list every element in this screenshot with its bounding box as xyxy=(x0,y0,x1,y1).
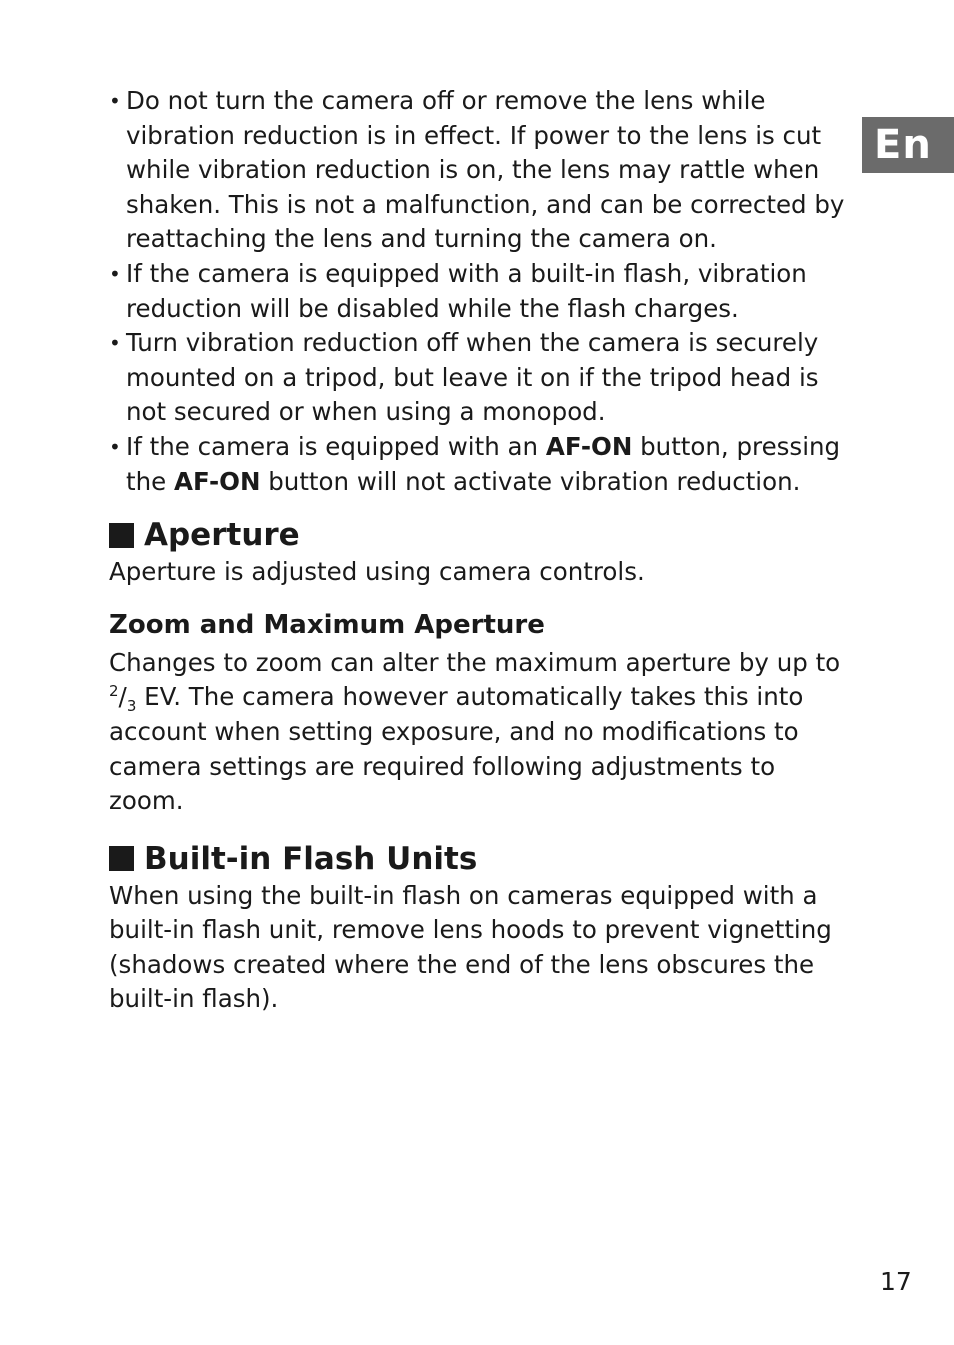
zoom-body-before: Changes to zoom can alter the maximum aperture by up to xyxy=(109,647,841,677)
fraction-numerator: 2 xyxy=(109,682,119,701)
bullet-icon: • xyxy=(109,434,121,459)
list-item xyxy=(109,257,854,326)
list-item xyxy=(109,326,854,430)
page-content xyxy=(109,84,854,1017)
list-item-text-part: button, pressing the xyxy=(126,431,841,496)
caution-list xyxy=(109,84,854,499)
aperture-heading xyxy=(109,515,854,555)
page-number: 17 xyxy=(880,1267,912,1296)
list-item-text: Turn vibration reduction off when the camera is securely mounted on a tripod, but leave it on if the tripod head is not secured or when using a monopod. xyxy=(126,328,819,427)
list-item-text-part: button will not activate vibration reduction. xyxy=(260,466,801,496)
bullet-icon: • xyxy=(109,89,121,113)
zoom-subheading: Zoom and Maximum Aperture xyxy=(109,609,545,640)
zoom-body-after: EV. The camera however automatically takes this into account when setting exposure, and no modifications to camera settings are required following adjustments to zoom. xyxy=(109,682,804,816)
aperture-body: Aperture is adjusted using camera controls. xyxy=(109,557,645,587)
bullet-icon: • xyxy=(109,331,121,356)
section-square-icon xyxy=(109,846,134,871)
zoom-body xyxy=(109,646,854,819)
flash-body: When using the built-in flash on cameras equipped with a built-in flash unit, remove lens hoods to prevent vignetting (shadows created where the end of the lens obscures the built-in flash). xyxy=(109,880,832,1014)
fraction: $^2/_3$ xyxy=(109,682,137,716)
aperture-title: Aperture xyxy=(144,517,300,554)
list-item xyxy=(109,84,854,257)
af-on-button-label: AF-ON xyxy=(174,466,261,496)
list-item-text: Do not turn the camera off or remove the lens while vibration reduction is in effect. If power to the lens is cut while vibration reduction is on, the lens may rattle when shaken. This is not a malfunction, and can be corrected by reattaching the lens and turning the camera on. xyxy=(126,86,845,254)
section-square-icon xyxy=(109,523,134,548)
af-on-button-label: AF-ON xyxy=(545,431,633,461)
list-item-text: If the camera is equipped with a built-in flash, vibration reduction will be disabled while the flash charges. xyxy=(126,258,807,323)
fraction-denominator: 3 xyxy=(126,697,137,716)
bullet-icon: • xyxy=(109,261,121,286)
flash-title: Built-in Flash Units xyxy=(144,840,478,877)
language-tab: En xyxy=(862,117,954,173)
flash-heading xyxy=(109,839,854,879)
list-item xyxy=(109,430,854,499)
list-item-text-part: If the camera is equipped with an xyxy=(126,431,546,461)
